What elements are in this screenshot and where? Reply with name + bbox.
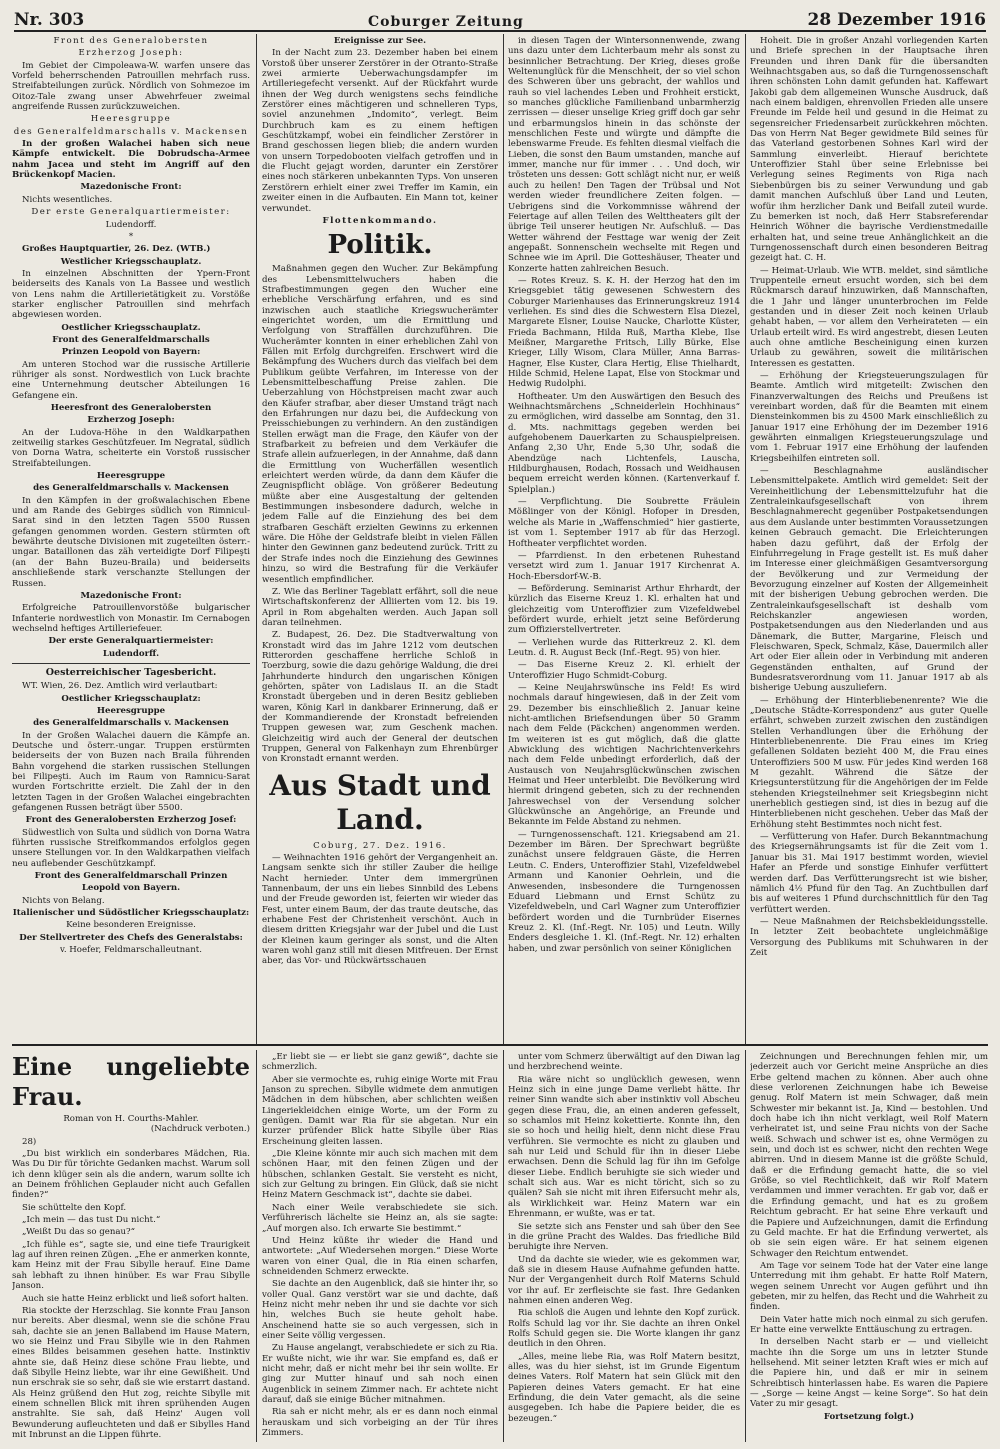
article-paragraph: Keine besonderen Ereignisse. (66, 920, 196, 931)
article-paragraph: Aus Stadt und Land. (269, 768, 491, 836)
novel-column-4 (750, 1052, 988, 1442)
article-paragraph: Und Heinz küßte ihr wieder die Hand und antwortete: „Auf Wiedersehen morgen.“ Diese Worte waren von einer Qual, die in Ria einen scharfen, schneidenden Schmerz erweckte. (262, 1235, 498, 1277)
article-paragraph: * (128, 231, 134, 242)
article-paragraph: An der Ludova-Höhe in den Waldkarpathen zeitweilig starkes Geschützfeuer. Im Negratal, südlich von Dorna Watra, scheiterte ein Vorstoß russischer Streifabteilungen. (12, 427, 250, 469)
article-paragraph: „Du bist wirklich ein sonderbares Mädchen, Ria. Was Du Dir für törichte Gedanken machst. Warum soll ich denn klüger sein als die andern, warum sollte ich an Deinem fröhlichen Geplauder nicht auch Gefallen finden?“ (12, 1149, 250, 1201)
article-paragraph: Westlicher Kriegsschauplatz. (60, 256, 202, 267)
article-paragraph: „Alles, meine liebe Ria, was Rolf Matern besitzt, alles, was du hier siehst, ist im Grunde Eigentum deines Vaters. Rolf Matern hat sein Glück mit den Papieren deines Vaters gemacht. Er hat eine Erfindung, die dein Vater gemacht, als die seine ausgegeben. Ich habe die Papiere beider, die es bezeugen.“ (508, 1351, 740, 1424)
article-paragraph: Z. Budapest, 26. Dez. Die Stadtverwaltung von Kronstadt wird das im Jahre 1212 vom deutschen Ritterorden geschaffene herrliche Schloß in Toerzburg, sowie die dazu gehörige Waldung, die drei Jahrhunderte hindurch den ungarischen Königen gehörten, später von Ladislaus II. an die Stadt Kronstadt übergeben und in deren Besitz geblieben waren, König Karl in dankbarer Erinnerung, daß er der Kommandierende der Kronstadt befreienden Truppen gewesen war, zum Geschenk machen. Gleichzeitig wird auch der General der deutschen Truppen, General von Falkenhayn zum Ehrenbürger von Kronstadt ernannt werden. (262, 630, 498, 765)
article-paragraph: In der Großen Walachei dauern die Kämpfe an. Deutsche und österr.-ungar. Truppen erstürmten beiderseits der von Buzen nach Braila führenden Bahn vorgehend die starken russischen Stellungen bei Filipeşti. Auch im Raum von Ramnicu-Sarat wurden Fortschritte erzielt. Die Zahl der in den letzten Tagen in der Großen Walachei eingebrachten gefangenen Russen beträgt über 5500. (12, 730, 250, 814)
article-paragraph: Im Gebiet der Cimpoleawa-W. warfen unsere das Vorfeld beherrschenden Patrouillen mehrfach russ. Streifabteilungen zurück. Nördlich von Sohmezoe im Oitoz-Tale zwang unser Abwehrfeuer zweimal angreifende Russen zurückzuweichen. (12, 60, 250, 113)
article-paragraph: Sie schüttelte den Kopf. (22, 1202, 127, 1213)
article-paragraph: Heeresfront des Generalobersten (50, 403, 212, 413)
article-paragraph: „Die Kleine könnte mir auch sich machen mit dem schönen Haar, mit den feinen Zügen und der hübschen, schlanken Gestalt. Sie versteht es nicht, sich zur Geltung zu bringen. Ein Glück, daß sie nicht Heinz Matern Geschmack ist“, dachte sie dabei. (262, 1149, 498, 1201)
article-paragraph: — Verfütterung von Hafer. Durch Bekanntmachung des Kriegsernährungsamts ist für die Zeit vom 1. Januar bis 31. Mai 1917 bestimmt worden, wieviel Hafer an Pferde und sonstige Einhufer verfüttert werden darf. Das Verfütterungsrecht ist wie bisher, nämlich 4½ Pfund für den Tag. An Zuchtbullen darf bis auf weiteres 1 Pfund durchschnittlich für den Tag verfüttert werden. (750, 832, 988, 915)
article-paragraph: Front des Generalobersten (53, 36, 209, 46)
article-paragraph: Ereignisse zur See. (333, 36, 427, 46)
article-paragraph: „Er liebt sie — er liebt sie ganz gewiß“, dachte sie schmerzlich. (262, 1052, 498, 1073)
column-4 (750, 36, 988, 1039)
article-paragraph: Ludendorff. (102, 648, 160, 659)
article-paragraph: Hoftheater. Um den Auswärtigen den Besuch des Weihnachtsmärchens „Schneiderlein Hochhinaus“ zu ermöglichen, wird dasselbe am Sonntag, den 31. d. Mts. nachmittags gegeben werden bei aufgehobenem Dauerkarten zu Schauspielpreisen. Anfang 2,30 Uhr, Ende 5,30 Uhr, sodaß die Abendzüge nach Lichtenfels, Lauscha, Hildburghausen, Rodach, Rossach und Weidhausen bequem erreicht werden können. (Kartenverkauf f. Spielplan.) (508, 391, 740, 495)
article-paragraph: Leopold von Bayern. (81, 883, 181, 894)
article-paragraph: — Verliehen wurde das Ritterkreuz 2. Kl. dem Leutn. d. R. August Beck (Inf.-Regt. 95) von hier. (508, 637, 740, 658)
novel-column-1 (12, 1052, 250, 1442)
article-paragraph: — Beförderung. Seminarist Arthur Ehrhardt, der kürzlich das Eiserne Kreuz 1. Kl. erhalten hat und gleichzeitig vom Unteroffizier zum Vizefeldwebel befördert wurde, erhielt jetzt seine Beförderung zum Offizierstellvertreter. (508, 583, 740, 636)
article-paragraph: 28) (22, 1136, 37, 1147)
article-paragraph: Heeresgruppe (96, 471, 166, 482)
article-paragraph: Mazedonische Front: (80, 590, 182, 601)
article-paragraph: Fortsetzung folgt.) (823, 1411, 915, 1422)
article-paragraph: — Erhöhung der Kriegsteuerungszulagen für Beamte. Amtlich wird mitgeteilt: Zwischen den Finanzverwaltungen des Reichs und Preußens ist vereinbart worden, daß für die Beamten mit einem Diensteinkommen bis zu 4500 Mark einschließlich zu Januar 1917 eine Erhöhung der im Dezember 1916 gewährten einmaligen Kriegsteuerungszulage und vom 1. Februar 1917 eine Erhöhung der laufenden Kriegsbeihilfen eintreten soll. (750, 371, 988, 464)
article-paragraph: Maßnahmen gegen den Wucher. Zur Bekämpfung des Lebensmittelwuchers haben die Strafbestimmungen gegen den Wucher eine erhebliche Verschärfung erfahren, und es sind inzwischen auch staatliche Kriegswucherämter eingerichtet worden, um die Ermittlung und Verfolgung von Straffällen durchzuführen. Die Wucherämter konnten in einer erheblichen Zahl von Fällen mit Erfolg durchgreifen. Erschwert wird die Bekämpfung des Wuchers durch das vielfach bei dem Publikum geübte Verfahren, im Interesse von der Lebensmittelbeschaffung Preise zahlen. Die Ueberzahlung von Höchstpreisen macht zwar auch den Käufer strafbar, aber dieser Umstand trägt nach den Erfahrungen nur dazu bei, die Aufdeckung von Preisschiebungen zu verhindern. An den zuständigen Stellen erwägt man die Frage, den Käufer von der Strafbarkeit zu befreien und dem Verkäufer die Strafe allein aufzuerlegen, in der Annahme, daß dann die Ermittlung von Wucherfällen wesentlich erleichtert werden würde, da dann dem Käufer die Zeugnispflicht obläge. Von größerer Bedeutung müßte aber eine Ausgestaltung der geltenden Bestimmungen insbesondere dadurch, welche in jedem Falle auf die Einziehung des bei dem strafbaren Geschäft erzielten Gewinns zu erkennen wäre. Die Höhe der Geldstrafe bleibt in vielen Fällen hinter den Gewinnen ganz bedeutend zurück. Tritt zu der Strafe indes noch die Einziehung des Gewinnes hinzu, so wird die Bestrafung für die Verkäufer wesentlich empfindlicher. (262, 264, 498, 585)
article-paragraph: Zeichnungen und Berechnungen fehlen mir, um jederzeit auch vor Gericht meine Ansprüche an dies Erbe geltend machen zu können. Aber auch ohne diese verlorenen Zeichnungen habe ich Beweise genug. Rolf Matern ist mein Schwager, daß mein Schwester mir bekannt ist. Ja, Kind — bestohlen. Und doch habe ich ihn nicht verklagt, weil Rolf Matern verheiratet ist, und seine Frau nichts von der Sache weiß. Schwach und schwer ist es, ohne Vermögen zu sein, und doch ist es schwer, nicht den rechten Wege abirren. Und in diesem Manne ist die größte Schuld, daß er die Erfindung gemacht hatte, die so viel Größe, so viel Rechtlichkeit, daß wir Rolf Matern verdammen und immer verachten. Er gab vor, daß er die Erfindung gemacht, und hat es zu großem Reichtum gebracht. Er hat seine Ehre verkauft und die Papiere und Aufzeichnungen, damit die Erfindung zu Geld machte. Er hat die Erfindung verwertet, als ob sie sein eigen wäre. Er hat seinem eigenen Schwager den Reichtum entwendet. (750, 1052, 988, 1259)
article-paragraph: Ria wäre nicht so unglücklich gewesen, wenn Heinz sich in eine junge Dame verliebt hätte. Ihr reiner Sinn wandte sich aber instinktiv voll Abscheu gegen diese Frau, die, an einen anderen gefesselt, so schamlos mit Heinz kokettierte. Konnte ihn, den sie so hoch und heilig hielt, denn nicht diese Frau verführen. Sie vermochte es nicht zu glauben und sah nur Leid und Schuld für ihn in dieser Liebe erwachsen. Denn die Schuld lag für ihn im Gefolge dieser Liebe. Endlich beruhigte sie sich wieder und schalt sich aus. War es nicht töricht, sich so zu quälen? Sah sie nicht mit ihren Eifersucht mehr als, als Wirklichkeit war. Heinz Matern war ein Ehrenmann, er wußte, was er tat. (508, 1074, 740, 1220)
article-paragraph: „Weißt Du das so genau?“ (22, 1227, 136, 1238)
article-paragraph: Der erste Generalquartiermeister: (31, 207, 231, 218)
article-paragraph: Oestlicher Kriegsschauplatz: (61, 693, 201, 704)
article-paragraph: Oestlicher Kriegsschauplatz. (61, 322, 201, 333)
column-divider (256, 1050, 257, 1442)
article-paragraph: Der erste Generalquartiermeister: (48, 636, 214, 647)
article-paragraph: Am unteren Stochod war die russische Artillerie rühriger als sonst. Nordwestlich von Luck brachte eine Unternehmung deutscher Abteilungen 16 Gefangene ein. (12, 359, 250, 401)
column-divider (745, 34, 746, 1044)
novel-title: Eine ungeliebte Frau. (12, 1052, 250, 1111)
article-paragraph: Am Tage vor seinem Tode hat der Vater eine lange Unterredung mit ihm gehabt. Er hatte Rolf Matern, wegen seinem Unrecht vor Augen geführt und ihn gebeten, mir zu helfen, das Recht und die Wahrheit zu finden. (750, 1260, 988, 1313)
article-paragraph: Erzherzog Joseph: (78, 48, 184, 59)
article-paragraph: — Rotes Kreuz. S. K. H. der Herzog hat den im Kriegsgebiet tätig gewesenen Schwestern des Coburger Marienhauses das Erinnerungskreuz 1914 verliehen. Es sind dies die Schwestern Elsa Diezel, Margarete Elsner, Louise Naucke, Charlotte Küster, Frieda Bachmann, Hilda Ruß, Martha Klebe, Ilse Meißner, Margarethe Fritsch, Lilly Bürke, Else Krieger, Lilly Wisom, Clara Müller, Anna Barras-Hagner, Else Kuster, Clara Hertig, Elise Thielhardt, Hilde Schmid, Helene Lapat, Else von Stockmar und Hedwig Rudolphi. (508, 275, 740, 390)
issue-number: Nr. 303 (14, 10, 85, 30)
article-paragraph: Erzherzog Joseph: (87, 415, 175, 426)
novel-author: Roman von H. Courths-Mahler. (63, 1114, 199, 1124)
article-paragraph: unter vom Schmerz überwältigt auf den Diwan lag und herzbrechend weinte. (508, 1052, 740, 1073)
column-divider (503, 1050, 504, 1442)
article-paragraph: Dein Vater hatte mich noch einmal zu sich gerufen. Er hatte eine verwelkte Enttäuschung zu ertragen. (750, 1314, 988, 1335)
article-paragraph: WT. Wien, 26. Dez. Amtlich wird verlautbart: (22, 681, 218, 692)
article-paragraph: — Beschlagnahme ausländischer Lebensmittelpakete. Amtlich wird gemeldet: Seit der Vereinheitlichung der Lebensmittelzufuhr hat die Zentraleinkaufsgesellschaft von ihrem Beschlagnahmerecht gegenüber Postpaketsendungen aus dem Auslande unter bestimmten Voraussetzungen keinen Gebrauch gemacht. Die Erleichterungen haben dazu geführt, daß der Erfolg der Einfuhrregelung in Frage gestellt ist. Es muß daher im Interesse einer gleichmäßigen Gesamtversorgung der Bevölkerung und zur Vermeidung der Bevorzugung einzelner auf Kosten der Allgemeinheit mit der bisherigen Uebung gebrochen werden. Die Zentraleinkaufsgesellschaft ist deshalb vom Reichskanzler angewiesen worden, Postpaketsendungen aus den Niederlanden und aus Dänemark, die Butter, Margarine, Fleisch und Fleischwaren, Speck, Schmalz, Käse, Dauermilch aller Art oder Eier allein oder in Verbindung mit anderen Gegenständen enthalten, auf Grund der Bundesratsverordnung vom 11. Januar 1917 ab als bisherige Uebung auszuliefern. (750, 466, 988, 694)
article-paragraph: — Neue Maßnahmen der Reichsbekleidungsstelle. In letzter Zeit beobachtete ungleichmäßige Versorgung des Publikums mit Schuhwaren in der Zeit (750, 916, 988, 958)
article-paragraph: Nichts von Belang. (22, 895, 105, 906)
novel-column-3 (508, 1052, 740, 1442)
article-paragraph: In der Nacht zum 23. Dezember haben bei einem Vorstoß über unserer Zerstörer in der Otranto-Straße zwei armierte Ueberwachungsdampfer im Artilleriegefecht versenkt. Auf der Rückfahrt wurde ihnen der Weg durch wenigstens sechs feindliche Zerstörer eines mächtigeren und schnelleren Typs, soviel anzunehmen „Indomito“, verlegt. Beim Durchbruch kam es zu einem heftigen Geschützkampf, wobei ein feindlicher Zerstörer in Brand geschossen liegen blieb; die andern wurden von unsern Torpedobooten vielfach getroffen und in die Flucht gejagt worden, darunter ein Zerstörer eines noch stärkeren unbekannten Typs. Von unseren Zerstörern erhielt einer zwei Treffer im Kamin, ein zweiter einen in die Aufbauten. Ein Mann tot, keiner verwundet. (262, 48, 498, 214)
article-paragraph: Der Stellvertreter des Chefs des Generalstabs: (19, 932, 243, 943)
article-paragraph: Sie setzte sich ans Fenster und sah über den See in die grüne Pracht des Waldes. Das friedliche Bild beruhigte ihre Nerven. (508, 1221, 740, 1253)
issue-date: 28 Dezember 1916 (807, 10, 986, 30)
article-paragraph: In den Kämpfen in der großwalachischen Ebene und am Rande des Gebirges südlich von Rimnicul-Sarat sind in den letzten Tagen 5500 Russen gefangen genommen worden. Gestern stürmten oft bewährte deutsche Divisionen mit zugeteilten österr.-ungar. Bataillonen das zäh verteidigte Dorf Filipeşti (an der Bahn Buzeu-Braila) und beiderseits anschließende stark verschanzte Stellungen der Russen. (12, 495, 250, 589)
article-paragraph: Südwestlich von Sulta und südlich von Dorna Watra führten russische Streifkommandos erfolglos gegen unsere Stellungen vor. In den Waldkarpathen vielfach neu auflebender Geschützkampf. (12, 827, 250, 869)
article-paragraph: Großes Hauptquartier, 26. Dez. (WTB.) (22, 244, 211, 255)
article-paragraph: — Weihnachten 1916 gehört der Vergangenheit an. Langsam senkte sich ihr stiller Zauber die heilige Nacht hernieder. Unter dem immergrünen Tannenbaum, der uns ein liebes Sinnbild des Lebens und der Freude geworden ist, feierten wir wieder das Fest, unter einem Baum, der das traute deutsche, das erhabene Fest der Christenheit verschönt. Auch in diesem dritten Kriegsjahr war der Jubel und die Lust der Kleinen kaum geringer als sonst, und die Alten waren wohl ganz still mit diesen Mitfreuen. Der Ernst aber, das Vor- und Rückwärtsschauen (262, 853, 498, 967)
novel-column-2 (262, 1052, 498, 1442)
article-paragraph: Nach einer Weile verabschiedete sie sich. Verführerisch lächelte sie Heinz an, als sie sagte: „Auf morgen also. Ich erwarte Sie bestimmt.“ (262, 1202, 498, 1234)
article-paragraph: In einzelnen Abschnitten der Ypern-Front beiderseits des Kanals von La Bassee und westlich von Lens nahm die Artillerietätigkeit zu. Vorstöße starker englischer Patrouillen sind mehrfach abgewiesen worden. (12, 268, 250, 321)
article-paragraph: Und da dachte sie wieder, wie es gekommen war, daß sie in diesem Hause Aufnahme gefunden hatte. Nur der Vergangenheit durch Rolf Materns Schuld vor ihr auf. Er zerfleischte sie fast. Ihre Gedanken nahmen einen anderen Weg. (508, 1254, 740, 1306)
masthead (14, 4, 986, 32)
article-paragraph: Heeresgruppe (96, 705, 166, 716)
feuilleton-rule (12, 1044, 988, 1046)
article-paragraph: — Heimat-Urlaub. Wie WTB. meldet, sind sämtliche Truppenteile erneut ersucht worden, sich bei dem Rückmarsch darauf hinzuwirken, daß Mannschaften, die 1 Jahr und länger ununterbrochen im Felde gestanden und in dieser Zeit noch keinen Urlaub gehabt haben, — vor allem den Verheirateten — ein Urlaub erteilt wird. Es wird angestrebt, diesen Leuten auch ohne amtliche Bescheinigung einen kurzen Urlaub zu gewähren, soweit die militärischen Interessen es gestatten. (750, 265, 988, 369)
column-1 (12, 36, 250, 1039)
article-paragraph: Ria stockte der Herzschlag. Sie konnte Frau Janson nur bereits. Aber diesmal, wenn sie die schöne Frau sah, dachte sie an jenen Ballabend im Hause Matern, wo sie Heinz und Frau Sibylle wie in den Rahmen eines Bildes beisammen gesehen hatte. Instinktiv ahnte sie, daß Heinz diese schöne Frau liebte, und daß Sibylle Heinz liebte, war ihr eine Gewißheit. Und nun erschrak sie so sehr, daß sie wie erstarrt dastand. Als Heinz grüßend den Hut zog, reichte Sibylle mit einem schnellen Blick mit ihren sprühenden Augen anstrahlte. Sie sah, daß Heinz' Augen voll Bewunderung aufleuchteten und daß er Sibylles Hand mit Inbrunst an die Lippen führte. (12, 1305, 250, 1440)
article-paragraph: Coburg, 27. Dez. 1916. (313, 840, 447, 851)
article-paragraph: Hoheit. Die in großer Anzahl vorliegenden Karten und Briefe sprechen in der Hauptsache ihren Freunden und ihren Dank für die übersandten Weihnachtsgaben aus, so daß die Turngenossenschaft ihren schönsten Lohn damit gefunden hat. Kaffewart Jakobi gab dem allgemeinen Wunsche Ausdruck, daß nach einem baldigen, ehrenvollen Frieden alle unsere Freunde im Felde heil und gesund in die Heimat zu segensreicher Friedensarbeit zurückkehren möchten. Das von Herrn Nat Beger gewidmete Bild seines für das Vaterland gestorbenen Sohnes Karl wird der Sammlung einverleibt. Hierauf berichtete Unteroffizier Stahl über seine Erlebnisse bei Verlegung seines Regiments von Riga nach Siebenbürgen bis zu seiner Verwundung und gab damit manchen Aufschluß über Land und Leuten, wofür ihm herzlicher Dank und Beifall zuteil wurde. Zu bemerken ist noch, daß Herr Stabsreferendar Heinrich Wöhner die bayrische Verdienstmedaille erhalten hat, und seine treue Anhänglichkeit an die Turngenossenschaft durch einen besonderen Beitrag gezeigt hat. C. H. (750, 36, 988, 264)
article-paragraph: Erfolgreiche Patrouillenvorstöße bulgarischer Infanterie nordwestlich von Monastir. Im Cernabogen wechselnd heftiges Artilleriefeuer. (12, 603, 250, 634)
article-paragraph: Heeresgruppe (90, 114, 172, 125)
divider (12, 663, 250, 664)
article-paragraph: Nichts wesentliches. (22, 194, 113, 205)
article-paragraph: Italienischer und Südöstlicher Kriegsschauplatz: (12, 908, 250, 919)
article-paragraph: des Generalfeldmarschalls v. Mackensen (13, 126, 249, 137)
article-paragraph: „Ich mein — das tust Du nicht.“ (22, 1215, 161, 1226)
article-paragraph: Front des Generalobersten Erzherzog Josef: (25, 815, 237, 826)
paper-name: Coburger Zeitung (367, 14, 524, 30)
article-paragraph: Sie dachte an den Augenblick, daß sie hinter ihr, so voller Qual. Ganz verstört war sie und dachte, daß Heinz nicht mehr neben ihr und sie dachte vor sich hin, welches Buch sie heute geholt habe. Anscheinend hatte sie so auch vergessen, sich in einer Seite völlig vergessen. (262, 1279, 498, 1341)
article-paragraph: — Pfarrdienst. In den erbetenen Ruhestand versetzt wird zum 1. Januar 1917 Kirchenrat A. Hoch-Ebersdorf-W.-B. (508, 550, 740, 582)
article-paragraph: Flottenkommando. (322, 215, 438, 226)
column-3 (508, 36, 740, 1039)
article-paragraph: Ria sah er nicht mehr, als er es dann noch einmal herauskam und sich vorbeiging an der Tür ihres Zimmers. (262, 1407, 498, 1439)
article-paragraph: v. Hoefer, Feldmarschalleutnant. (60, 945, 202, 956)
column-divider (256, 34, 257, 1044)
article-paragraph: Prinzen Leopold von Bayern: (61, 347, 201, 358)
article-paragraph: — Erhöhung der Hinterbliebenenrente? Wie die „Deutsche Städte-Korrespondenz“ aus guter Quelle erfährt, schweben zurzeit zwischen den zuständigen Stellen Verhandlungen über die Erhöhung der Hinterbliebenenrente. Die Frau eines im Krieg gefallenen Soldaten bezieht 400 M, die Frau eines Unteroffiziers 500 M usw. Für jedes Kind werden 168 M gezahlt. Während die Sätze der Kriegsunterstützung für die Angehörigen der im Felde stehenden Kriegsteilnehmer seit Kriegsbeginn nicht unerheblich gestiegen sind, ist dies in bezug auf die Hinterbliebenen nicht geschehen. Ueber das Maß der Erhöhung steht Bestimmtes noch nicht fest. (750, 695, 988, 830)
article-paragraph: Aber sie vermochte es, ruhig einige Worte mit Frau Janson zu sprechen. Sibylle widmete dem anmutigen Mädchen in dem hübschen, aber schlichten weißen Lingeriekleidchen einige Worte, um der Form zu genügen. Damit war Ria für sie abgetan. Nur ein kurzer prüfender Blick hatte Sibylle über Rias Erscheinung gleiten lassen. (262, 1074, 498, 1147)
article-paragraph: — Keine Neujahrswünsche ins Feld! Es wird nochmals darauf hingewiesen, daß in der Zeit vom 29. Dezember bis einschließlich 2. Januar keine nicht-amtlichen Briefsendungen über 50 Gramm nach dem Felde (Päckchen) angenommen werden. Im weiteren ist es gut möglich, daß die glatte Abwicklung des wichtigen Nachrichtenverkehrs nach dem Felde unbedingt erforderlich, daß der Austausch von Neujahrsglückwünschen zwischen Heimat und Heer unterbleibt. Die Bevölkerung wird hiermit dringend gebeten, sich zu der rechnenden Jahreswechsel von der Versendung solcher Glückwünsche an Angehörige, an Freunde und Bekannte im Felde Abstand zu nehmen. (508, 682, 740, 828)
article-paragraph: In derselben Nacht starb er — und vielleicht machte ihn die Sorge um uns in letzter Stunde hellsehend. Mit seiner letzten Kraft wies er mich auf die Papiere hin, und daß er mir in seinem Schreibtisch hinterlassen habe. Es waren die Papiere — „Sorge — keine Angst — keine Sorge“. So hat dein Vater zu mir gesagt. (750, 1337, 988, 1410)
column-divider (503, 34, 504, 1044)
article-paragraph: des Generalfeldmarschalls v. Mackensen (33, 718, 229, 729)
article-paragraph: Mazedonische Front: (80, 182, 182, 193)
article-paragraph: Z. Wie das Berliner Tageblatt erfährt, soll die neue Wirtschaftskonferenz der Alliierten vom 12. bis 19. April in Rom abgehalten werden. Auch Japan soll daran teilnehmen. (262, 586, 498, 628)
article-paragraph: Zu Hause angelangt, verabschiedete er sich zu Ria. Er wußte nicht, wie ihr war. Sie empfand es, daß er nicht mehr, daß er nicht mehr bei ihr sein wollte. Er ging zur Mutter hinauf und sah noch einen Augenblick in seinem Zimmer nach. Er achtete nicht darauf, daß sie einige Bücher mitnahmen. (262, 1343, 498, 1405)
article-paragraph: Oesterreichischer Tagesbericht. (45, 666, 217, 678)
article-paragraph: — Das Eiserne Kreuz 2. Kl. erhielt der Unteroffizier Hugo Schmidt-Coburg. (508, 660, 740, 681)
article-paragraph: — Verpflichtung. Die Soubrette Fräulein Mößlinger von der Königl. Hofoper in Dresden, welche als Marie in „Waffenschmied“ hier gastierte, ist vom 1. September 1917 ab für das Herzogl. Hoftheater verpflichtet worden. (508, 497, 740, 549)
article-paragraph: des Generalfeldmarschalls v. Mackensen (33, 483, 229, 494)
article-paragraph: — Turngenossenschaft. 121. Kriegsabend am 21. Dezember im Bären. Der Sprechwart begrüßte zunächst unsere feldgrauen Gäste, die Herren Leutn. C. Enders, Unteroffizier Stahl, Vizefeldwebel Armann und Kanonier Oehrlein, und die Anwesenden, insbesondere die Turngenossen Eduard Liebmann und Ernst Schütz zu Vizefeldwebeln, und Carl Wagner zum Unteroffizier befördert worden und die Turnbrüder Eisernes Kreuz 2. Kl. (Inf.-Regt. Nr. 105) und Leutn. Willy Enders desgleiche 1. Kl. (Inf.-Regt. Nr. 12) erhalten haben, und zwar persönlich von seiner Königlichen (508, 829, 740, 954)
article-paragraph: Politik. (327, 230, 433, 261)
column-2 (262, 36, 498, 1039)
novel-note: (Nachdruck verboten.) (150, 1124, 250, 1135)
article-paragraph: Front des Generalfeldmarschall Prinzen (34, 871, 228, 882)
article-paragraph: Ludendorff. (105, 219, 157, 230)
article-paragraph: „Ich fühle es“, sagte sie, und eine tiefe Traurigkeit lag auf ihren reinen Zügen. „Ehe er anmerken konnte, kam Heinz mit der Frau Sibylle herauf. Eine Dame sah lebhaft zu ihnen hinüber. Es war Frau Sibylle Janson. (12, 1239, 250, 1292)
article-paragraph: Front des Generalfeldmarschalls (52, 334, 210, 345)
article-paragraph: in diesen Tagen der Wintersonnenwende, zwang uns dazu unter dem Lichterbaum mehr als sonst zu besinnlicher Betrachtung. Der Krieg, dieses große Weltenunglück für die Menschheit, der so viel schon des Schweren über uns gebracht, der wahllos und rauh so viel lachendes Leben und Frohheit erstickt, so manches glückliche Familienband unbarmherzig zerrissen — dieser unselige Krieg griff doch gar sehr und erbarmungslos hinein in das schönste der menschlichen Feste und würgte und dämpfte die lebenswarme Freude. Es fehlten diesmal vielfach die Lieben, die sonst den Baum umstanden, manche auf immer, manche nur für immer . . . Und doch, wir trösteten uns dessen: Gott schlägt nicht nur, er weiß auch zu heilen! Den Tagen der Trübsal und Not werden wieder freundlichere Zeiten folgen. — Uebrigens sind die Vorkommnisse während der Feiertage auf allen Teilen des Welttheaters gilt der übrige Teil unserer heutigen Nr. Aufschluß. — Das Wetter während der Festtage war wenig der Zeit angepaßt. Sonnenschein wechselte mit Regen und Schnee wie im April. Die Gotteshäuser, Theater und Konzerte hatten zahlreichen Besuch. (508, 36, 740, 274)
article-paragraph: Ria schloß die Augen und lehnte den Kopf zurück. Rolfs Schuld lag vor ihr. Sie dachte an ihren Onkel Rolfs Schuld gegen sie. Die Worte klangen ihr ganz deutlich in den Ohren. (508, 1308, 740, 1350)
article-paragraph: Auch sie hatte Heinz erblickt und ließ sofort halten. (22, 1293, 249, 1304)
column-divider (745, 1050, 746, 1442)
article-paragraph: In der großen Walachei haben sich neue Kämpfe entwickelt. Die Dobrudscha-Armee nahm Jacea und steht im Angriff auf den Brückenkopf Macien. (12, 139, 250, 181)
